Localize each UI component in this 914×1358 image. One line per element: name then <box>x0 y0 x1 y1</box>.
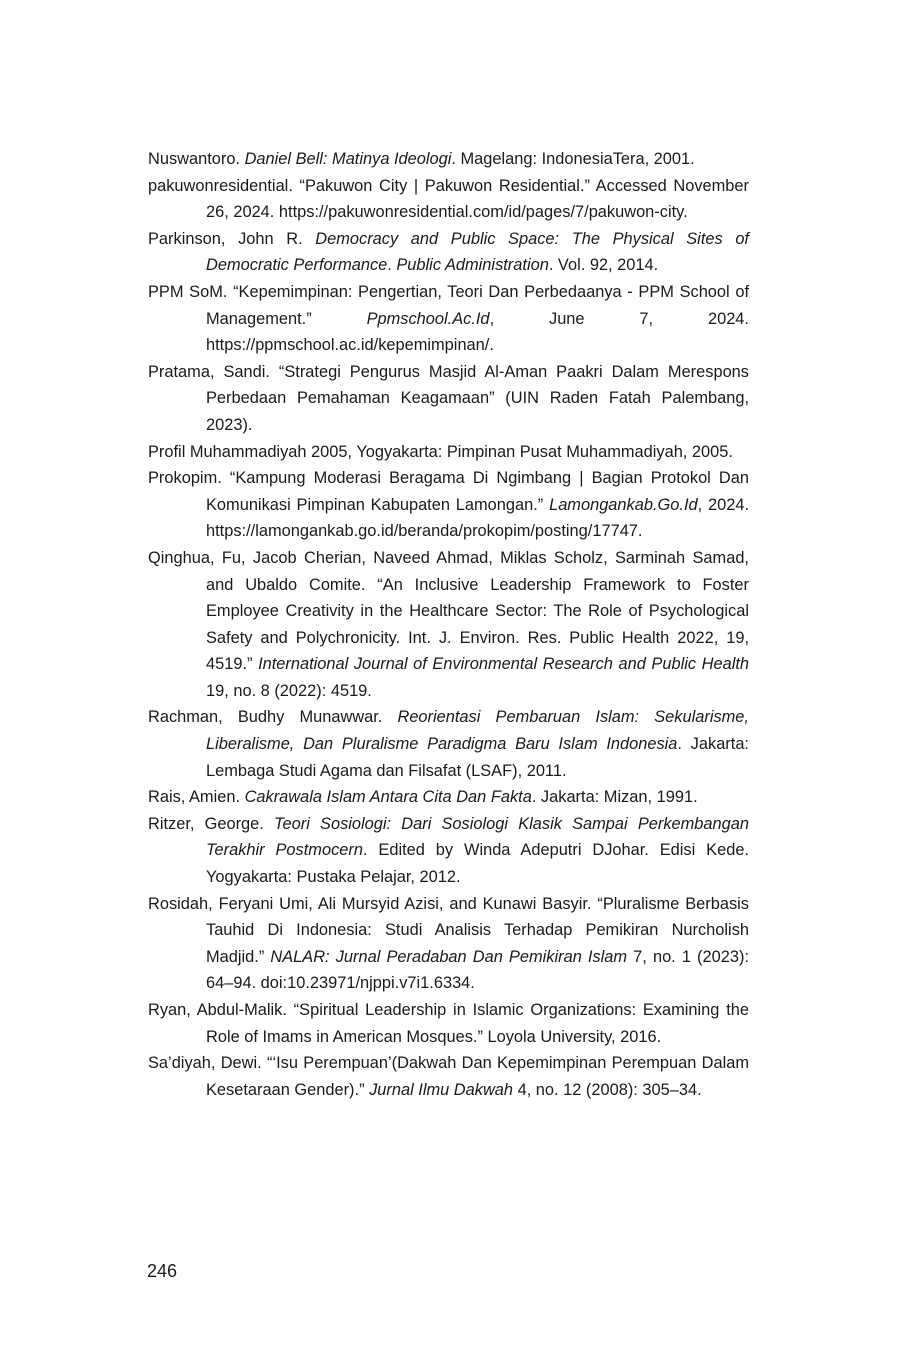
reference-entry <box>148 465 749 545</box>
reference-text: , 2024. https://lamongankab.go.id/beranda/prokopim/posting/17747. <box>206 495 750 541</box>
reference-text: Ryan, Abdul-Malik. “Spiritual Leadership in Islamic Organizations: Examining the Role of Imams in American Mosques.” Loyola University, 2016. <box>148 1001 749 1046</box>
reference-text: . Vol. 92, 2014. <box>548 256 659 275</box>
reference-text: . Magelang: IndonesiaTera, 2001. <box>451 150 695 168</box>
reference-text: . Jakarta: Mizan, 1991. <box>531 788 698 807</box>
reference-entry <box>148 811 749 891</box>
reference-title: International Journal of Environmental Research and Public Health <box>258 655 750 674</box>
page-number: 246 <box>147 1261 178 1281</box>
reference-text: Sa’diyah, Dewi. “‘Isu Perempuan’(Dakwah Dan Kepemimpinan Perempuan Dalam Kesetaraan Gender).” <box>148 1054 749 1099</box>
reference-text: . Jakarta: Lembaga Studi Agama dan Filsafat (LSAF), 2011. <box>206 735 749 780</box>
reference-entry <box>148 226 749 279</box>
reference-text: Pratama, Sandi. “Strategi Pengurus Masjid Al-Aman Paakri Dalam Merespons Perbedaan Pemahaman Keagamaan” (UIN Raden Fatah Palembang, 2023). <box>148 362 749 434</box>
reference-text: Rosidah, Feryani Umi, Ali Mursyid Azisi, and Kunawi Basyir. “Pluralisme Berbasis Tauhid Di Indonesia: Studi Analisis Terhadap Pemikiran Nurcholish Madjid.” <box>148 894 749 966</box>
reference-text: 19, no. 8 (2022): 4519. <box>206 681 372 700</box>
reference-entry <box>148 545 749 705</box>
reference-text: Ritzer, George. <box>148 814 275 833</box>
reference-text: Profil Muhammadiyah 2005, Yogyakarta: Pimpinan Pusat Muhammadiyah, 2005. <box>148 442 733 461</box>
reference-entry <box>148 359 749 439</box>
reference-text: . Edited by Winda Adeputri DJohar. Edisi Kede. Yogyakarta: Pustaka Pelajar, 2012. <box>206 841 749 887</box>
reference-entry <box>148 146 749 173</box>
reference-title: Daniel Bell: Matinya Ideologi <box>244 150 452 168</box>
reference-entry <box>148 1050 749 1103</box>
reference-title: NALAR: Jurnal Peradaban Dan Pemikiran Islam <box>270 947 628 966</box>
reference-title: Public Administration <box>396 256 549 275</box>
reference-entry <box>148 997 749 1050</box>
reference-text: pakuwonresidential. “Pakuwon City | Pakuwon Residential.” Accessed November 26, 2024. https://pakuwonresidential.com/id/pages/7/pakuwon-city. <box>148 176 749 222</box>
reference-title: Reorientasi Pembaruan Islam: Sekularisme, Liberalisme, Dan Pluralisme Paradigma Baru Islam Indonesia <box>206 708 749 754</box>
reference-text: 4, no. 12 (2008): 305–34. <box>513 1080 702 1099</box>
reference-title: Cakrawala Islam Antara Cita Dan Fakta <box>244 788 532 807</box>
reference-title: Democracy and Public Space: The Physical Sites of Democratic Performance <box>206 229 749 275</box>
reference-text: , June 7, 2024. https://ppmschool.ac.id/kepemimpinan/. <box>206 309 749 355</box>
reference-text: Rais, Amien. <box>148 788 245 807</box>
reference-entry <box>148 704 749 784</box>
reference-entry <box>148 439 749 466</box>
reference-text: Nuswantoro. <box>148 150 245 168</box>
reference-title: Lamongankab.Go.Id <box>549 495 698 514</box>
reference-title: Jurnal Ilmu Dakwah <box>369 1080 514 1099</box>
reference-text: Qinghua, Fu, Jacob Cherian, Naveed Ahmad, Miklas Scholz, Sarminah Samad, and Ubaldo Comite. “An Inclusive Leadership Framework to Foster Employee Creativity in the Healthcare Sector: The Role of Psychological Safety and Polychronicity. Int. J. Environ. Res. Public Health 2022, 19, 4519.” <box>148 548 749 674</box>
reference-text: Parkinson, John R. <box>148 229 316 248</box>
bibliography-list <box>148 146 749 1103</box>
reference-text: PPM SoM. “Kepemimpinan: Pengertian, Teori Dan Perbedaanya - PPM School of Management.” <box>148 282 749 328</box>
reference-entry <box>148 784 749 811</box>
reference-entry <box>148 279 749 359</box>
reference-title: Teori Sosiologi: Dari Sosiologi Klasik Sampai Perkembangan Terakhir Postmocern <box>206 814 749 860</box>
reference-entry <box>148 891 749 997</box>
reference-title: Ppmschool.Ac.Id <box>366 309 490 328</box>
reference-text: . <box>387 256 397 275</box>
reference-text: Prokopim. “Kampung Moderasi Beragama Di Ngimbang | Bagian Protokol Dan Komunikasi Pimpinan Kabupaten Lamongan.” <box>148 469 749 514</box>
reference-text: Rachman, Budhy Munawwar. <box>148 708 398 727</box>
reference-entry <box>148 173 749 226</box>
reference-text: 7, no. 1 (2023): 64–94. doi:10.23971/njppi.v7i1.6334. <box>206 947 749 993</box>
